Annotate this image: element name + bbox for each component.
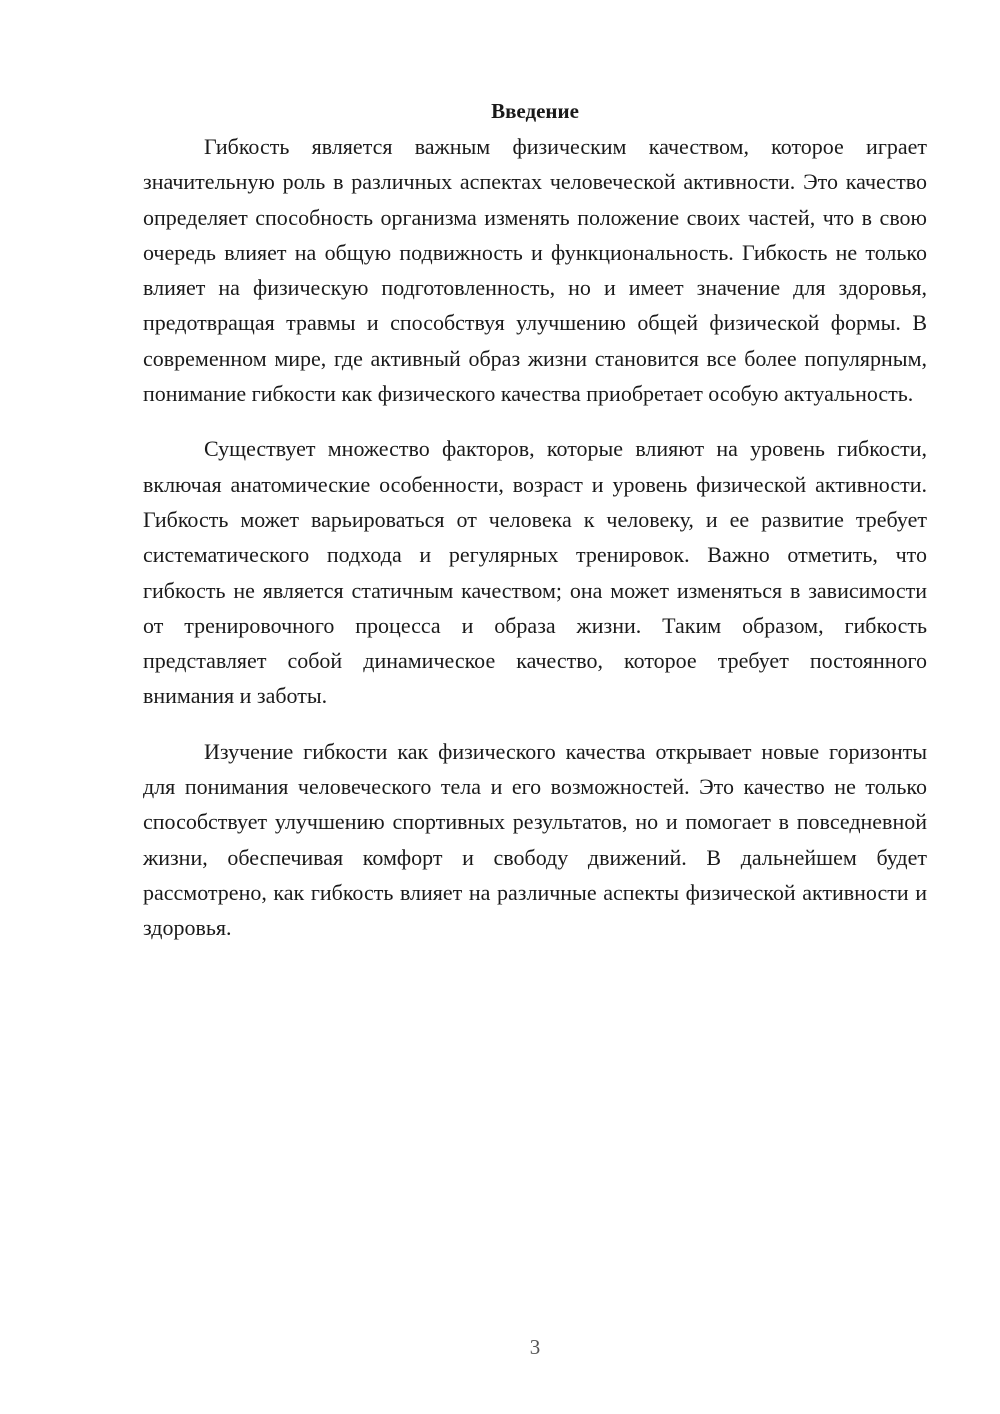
paragraph-1: Гибкость является важным физическим качеством, которое играет значительную роль в различных аспектах человеческой активности. Это качество определяет способность организма изменять положение своих частей, что в свою очередь влияет на общую подвижность и функциональность. Гибкость не только влияет на физическую подготовленность, но и имеет значение для здоровья, предотвращая травмы и способствуя улучшению общей физической формы. В современном мире, где активный образ жизни становится все более популярным, понимание гибкости как физического качества приобретает особую актуальность. <box>143 134 927 407</box>
paragraph-2: Существует множество факторов, которые влияют на уровень гибкости, включая анатомические особенности, возраст и уровень физической активности. Гибкость может варьироваться от человека к человеку, и ее развитие требует систематического подхода и регулярных тренировок. Важно отметить, что гибкость не является статичным качеством; она может изменяться в зависимости от тренировочного процесса и образа жизни. Таким образом, гибкость представляет собой динамическое качество, которое требует постоянного внимания и заботы. <box>143 436 927 709</box>
section-title: Введение <box>491 99 579 123</box>
page-number: 3 <box>529 1335 541 1359</box>
page-content <box>143 94 927 966</box>
paragraph-3: Изучение гибкости как физического качества открывает новые горизонты для понимания человеческого тела и его возможностей. Это качество не только способствует улучшению спортивных результатов, но и помогает в повседневной жизни, обеспечивая комфорт и свободу движений. В дальнейшем будет рассмотрено, как гибкость влияет на различные аспекты физической активности и здоровья. <box>143 738 927 941</box>
